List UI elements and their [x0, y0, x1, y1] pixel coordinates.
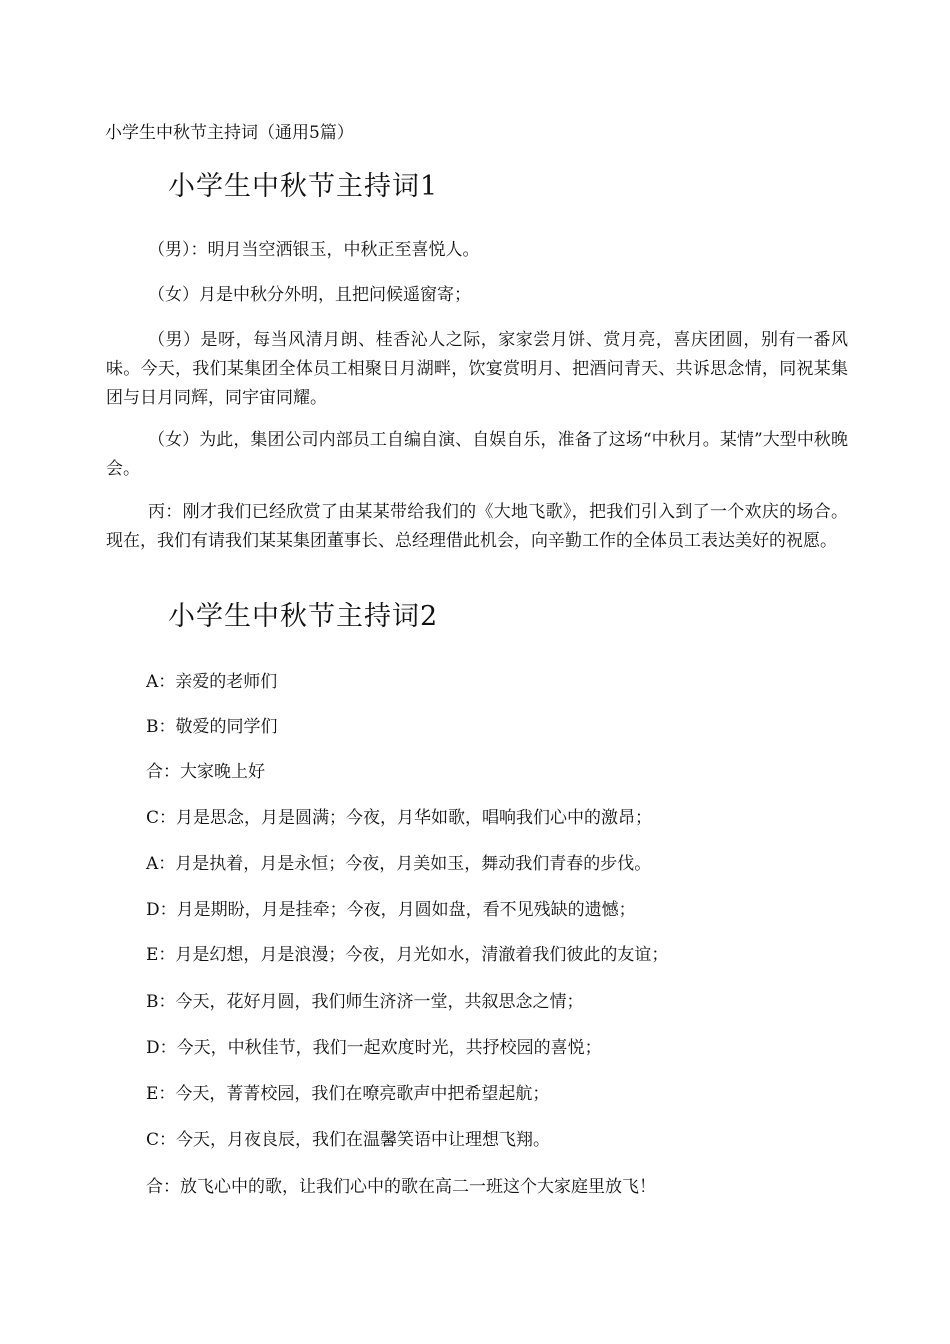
dialogue-line: C：今天，月夜良辰，我们在温馨笑语中让理想飞翔。 [146, 1130, 551, 1150]
dialogue-line: 合：大家晚上好 [146, 762, 265, 782]
dialogue-line: 合：放飞心中的歌，让我们心中的歌在高二一班这个大家庭里放飞！ [146, 1177, 656, 1197]
dialogue-line: C：月是思念，月是圆满；今夜，月华如歌，唱响我们心中的激昂； [146, 808, 653, 828]
paragraph: （男）是呀，每当风清月朗、桂香沁人之际，家家尝月饼、赏月亮，喜庆团圆，别有一番风味。今天，我们某集团全体员工相聚日月湖畔，饮宴赏明月、把酒问青天、共诉思念情，同祝某集团与日月同辉，同宇宙同耀。 [106, 330, 848, 408]
paragraph: （女）为此，集团公司内部员工自编自演、自娱自乐，准备了这场“中秋月。某情”大型中秋晚会。 [106, 430, 848, 479]
dialogue-line: E：月是幻想，月是浪漫；今夜，月光如水，清澈着我们彼此的友谊； [146, 945, 669, 965]
dialogue-line: D：今天，中秋佳节，我们一起欢度时光，共抒校园的喜悦； [146, 1038, 602, 1058]
paragraph: （男）：明月当空洒银玉，中秋正至喜悦人。 [148, 240, 480, 260]
dialogue-line: D：月是期盼，月是挂牵；今夜，月圆如盘，看不见残缺的遗憾； [146, 900, 636, 920]
section-heading-1: 小学生中秋节主持词1 [168, 171, 439, 202]
dialogue-line: A：亲爱的老师们 [146, 672, 278, 692]
dialogue-line: B：今天，花好月圆，我们师生济济一堂，共叙思念之情； [146, 992, 584, 1012]
section-heading-2: 小学生中秋节主持词2 [168, 601, 439, 632]
dialogue-line: E：今天，菁菁校园，我们在嘹亮歌声中把希望起航； [146, 1084, 550, 1104]
paragraph: 丙：刚才我们已经欣赏了由某某带给我们的《大地飞歌》，把我们引入到了一个欢庆的场合。现在，我们有请我们某某集团董事长、总经理借此机会，向辛勤工作的全体员工表达美好的祝愿。 [106, 502, 848, 551]
dialogue-line: A：月是执着，月是永恒；今夜，月美如玉，舞动我们青春的步伐。 [146, 854, 652, 874]
dialogue-line: B：敬爱的同学们 [146, 717, 278, 737]
paragraph: （女）月是中秋分外明，且把问候遥窗寄； [148, 285, 471, 305]
document-title: 小学生中秋节主持词（通用5篇） [105, 123, 354, 143]
